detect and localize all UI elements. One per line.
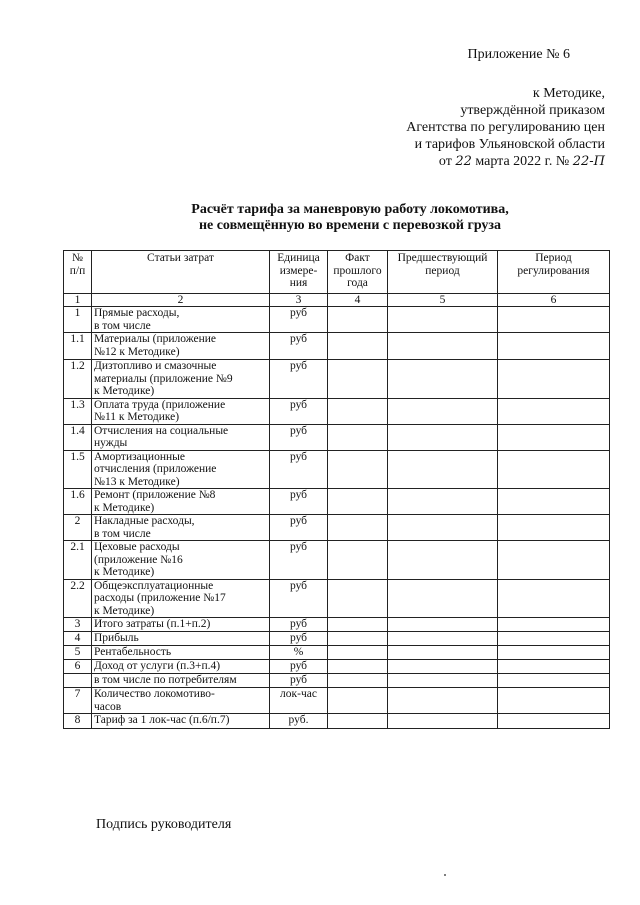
scan-speck	[444, 874, 446, 876]
document-title	[100, 202, 600, 234]
value-cell-previous-period	[388, 489, 498, 515]
table-body	[64, 307, 610, 729]
value-cell-last-year	[328, 660, 388, 674]
table-row	[64, 307, 610, 333]
value-cell-previous-period	[388, 618, 498, 632]
unit-cell: руб	[270, 579, 328, 618]
value-cell-last-year	[328, 307, 388, 333]
row-number: 1	[64, 307, 92, 333]
table-row	[64, 646, 610, 660]
row-number: 2	[64, 515, 92, 541]
value-cell-last-year	[328, 398, 388, 424]
table-row	[64, 688, 610, 714]
table-row	[64, 360, 610, 399]
cost-item: Рентабельность	[92, 646, 270, 660]
handwritten-day: 22	[455, 154, 472, 169]
unit-cell: %	[270, 646, 328, 660]
value-cell-last-year	[328, 360, 388, 399]
handwritten-order-number: 22-П	[572, 154, 605, 169]
cost-item: Дизтопливо и смазочные материалы (приложение №9 к Методике)	[92, 360, 270, 399]
value-cell-previous-period	[388, 579, 498, 618]
table-row	[64, 632, 610, 646]
table-header-row	[64, 251, 610, 294]
table-row	[64, 489, 610, 515]
value-cell-last-year	[328, 489, 388, 515]
date-rest: марта 2022 г. №	[475, 154, 570, 169]
value-cell-previous-period	[388, 688, 498, 714]
row-number: 1.6	[64, 489, 92, 515]
value-cell-last-year	[328, 646, 388, 660]
value-cell-last-year	[328, 541, 388, 580]
column-number: 6	[498, 294, 610, 307]
value-cell-regulation-period	[498, 333, 610, 360]
value-cell-previous-period	[388, 307, 498, 333]
row-number: 4	[64, 632, 92, 646]
row-number: 7	[64, 688, 92, 714]
table-row	[64, 333, 610, 360]
table-row	[64, 674, 610, 688]
value-cell-regulation-period	[498, 632, 610, 646]
header-cell: Факт прошлого года	[328, 251, 388, 294]
value-cell-previous-period	[388, 646, 498, 660]
appendix-line: и тарифов Ульяновской области	[414, 137, 605, 152]
value-cell-regulation-period	[498, 489, 610, 515]
unit-cell: руб	[270, 541, 328, 580]
row-number: 6	[64, 660, 92, 674]
value-cell-last-year	[328, 618, 388, 632]
cost-item: Прямые расходы, в том числе	[92, 307, 270, 333]
unit-cell: руб	[270, 307, 328, 333]
row-number: 1.4	[64, 424, 92, 450]
value-cell-last-year	[328, 424, 388, 450]
value-cell-last-year	[328, 632, 388, 646]
value-cell-previous-period	[388, 541, 498, 580]
row-number: 8	[64, 714, 92, 729]
header-cell: № п/п	[64, 251, 92, 294]
value-cell-last-year	[328, 450, 388, 489]
table-row	[64, 450, 610, 489]
value-cell-previous-period	[388, 632, 498, 646]
table-row	[64, 424, 610, 450]
row-number	[64, 674, 92, 688]
value-cell-regulation-period	[498, 714, 610, 729]
header-cell: Статьи затрат	[92, 251, 270, 294]
value-cell-last-year	[328, 515, 388, 541]
appendix-line: к Методике,	[532, 86, 605, 101]
value-cell-regulation-period	[498, 618, 610, 632]
appendix-header	[380, 46, 605, 170]
cost-item: Общеэксплуатационные расходы (приложение №17 к Методике)	[92, 579, 270, 618]
value-cell-previous-period	[388, 424, 498, 450]
value-cell-regulation-period	[498, 307, 610, 333]
value-cell-last-year	[328, 674, 388, 688]
unit-cell: руб	[270, 360, 328, 399]
unit-cell: руб	[270, 660, 328, 674]
value-cell-regulation-period	[498, 579, 610, 618]
cost-item: Итого затраты (п.1+п.2)	[92, 618, 270, 632]
cost-item: в том числе по потребителям	[92, 674, 270, 688]
unit-cell: руб	[270, 489, 328, 515]
value-cell-last-year	[328, 688, 388, 714]
value-cell-regulation-period	[498, 360, 610, 399]
value-cell-regulation-period	[498, 646, 610, 660]
title-line-1: Расчёт тарифа за маневровую работу локомотива,	[191, 202, 509, 217]
signature-label: Подпись руководителя	[96, 817, 232, 832]
unit-cell: руб	[270, 618, 328, 632]
unit-cell: руб	[270, 515, 328, 541]
title-line-2: не совмещённую во времени с перевозкой груза	[198, 218, 502, 233]
value-cell-regulation-period	[498, 674, 610, 688]
header-cell: Период регулирования	[498, 251, 610, 294]
value-cell-regulation-period	[498, 424, 610, 450]
unit-cell: руб	[270, 450, 328, 489]
row-number: 1.1	[64, 333, 92, 360]
row-number: 3	[64, 618, 92, 632]
value-cell-regulation-period	[498, 541, 610, 580]
value-cell-regulation-period	[498, 688, 610, 714]
row-number: 2.1	[64, 541, 92, 580]
unit-cell: руб.	[270, 714, 328, 729]
table-row	[64, 660, 610, 674]
value-cell-last-year	[328, 579, 388, 618]
column-number: 5	[388, 294, 498, 307]
row-number: 1.5	[64, 450, 92, 489]
cost-item: Прибыль	[92, 632, 270, 646]
value-cell-regulation-period	[498, 515, 610, 541]
cost-item: Оплата труда (приложение №11 к Методике)	[92, 398, 270, 424]
column-number: 4	[328, 294, 388, 307]
value-cell-previous-period	[388, 333, 498, 360]
cost-item: Ремонт (приложение №8 к Методике)	[92, 489, 270, 515]
header-cell: Предшествующий период	[388, 251, 498, 294]
cost-item: Тариф за 1 лок-час (п.6/п.7)	[92, 714, 270, 729]
value-cell-last-year	[328, 714, 388, 729]
header-cell: Единица измере-ния	[270, 251, 328, 294]
cost-item: Количество локомотиво- часов	[92, 688, 270, 714]
table-row	[64, 579, 610, 618]
table-row	[64, 618, 610, 632]
value-cell-previous-period	[388, 398, 498, 424]
value-cell-last-year	[328, 333, 388, 360]
table-row	[64, 515, 610, 541]
table-row	[64, 714, 610, 729]
table-row	[64, 398, 610, 424]
row-number: 1.2	[64, 360, 92, 399]
cost-item: Цеховые расходы (приложение №16 к Методике)	[92, 541, 270, 580]
cost-item: Отчисления на социальные нужды	[92, 424, 270, 450]
value-cell-previous-period	[388, 660, 498, 674]
unit-cell: руб	[270, 398, 328, 424]
appendix-number: Приложение № 6	[467, 47, 570, 62]
value-cell-previous-period	[388, 360, 498, 399]
unit-cell: руб	[270, 674, 328, 688]
row-number: 5	[64, 646, 92, 660]
column-number: 2	[92, 294, 270, 307]
tariff-table	[63, 250, 610, 729]
value-cell-regulation-period	[498, 450, 610, 489]
value-cell-previous-period	[388, 450, 498, 489]
cost-item: Материалы (приложение №12 к Методике)	[92, 333, 270, 360]
row-number: 2.2	[64, 579, 92, 618]
row-number: 1.3	[64, 398, 92, 424]
cost-item: Доход от услуги (п.3+п.4)	[92, 660, 270, 674]
appendix-line: утверждённой приказом	[460, 103, 605, 118]
cost-item: Накладные расходы, в том числе	[92, 515, 270, 541]
unit-cell: лок-час	[270, 688, 328, 714]
unit-cell: руб	[270, 333, 328, 360]
value-cell-regulation-period	[498, 398, 610, 424]
unit-cell: руб	[270, 424, 328, 450]
appendix-date	[380, 153, 605, 170]
value-cell-regulation-period	[498, 660, 610, 674]
column-number-row	[64, 294, 610, 307]
value-cell-previous-period	[388, 515, 498, 541]
column-number: 1	[64, 294, 92, 307]
value-cell-previous-period	[388, 714, 498, 729]
table-row	[64, 541, 610, 580]
appendix-line: Агентства по регулированию цен	[406, 120, 605, 135]
value-cell-previous-period	[388, 674, 498, 688]
unit-cell: руб	[270, 632, 328, 646]
cost-item: Амортизационные отчисления (приложение №13 к Методике)	[92, 450, 270, 489]
date-prefix: от	[438, 154, 452, 169]
column-number: 3	[270, 294, 328, 307]
